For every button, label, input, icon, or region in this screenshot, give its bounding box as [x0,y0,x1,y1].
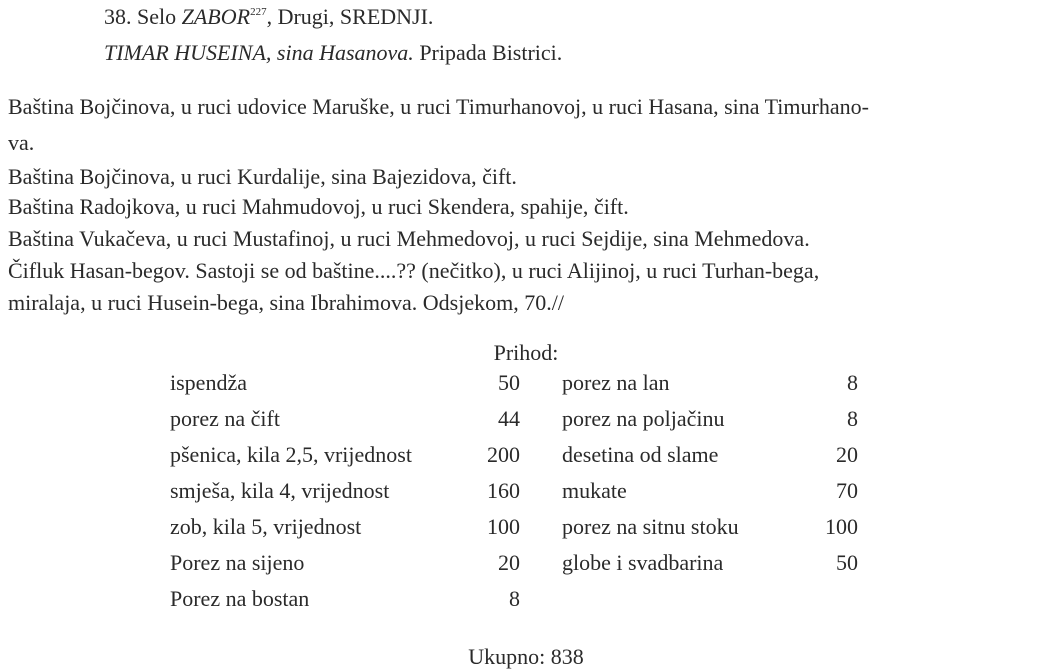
income-item-label: zob, kila 5, vrijednost [170,514,362,539]
income-item-label: globe i svadbarina [562,550,724,575]
timar-holder: TIMAR HUSEINA, sina Hasanova. [104,40,414,65]
income-item-label: desetina od slame [562,442,719,467]
paragraph-line: va. [8,130,35,155]
income-item-label: Porez na sijeno [170,550,305,575]
paragraph-line: miralaja, u ruci Husein-bega, sina Ibrahimova. Odsjekom, 70.// [8,290,564,315]
income-item-label: Porez na bostan [170,586,310,611]
income-item-value: 44 [498,406,520,431]
income-item-value: 20 [498,550,520,575]
income-item-value: 8 [847,370,858,395]
income-title: Prihod: [493,340,559,365]
income-total: Ukupno: 838 [468,644,584,669]
income-item-value: 100 [825,514,858,539]
income-item-value: 160 [487,478,520,503]
paragraph-line: Baština Bojčinova, u ruci udovice Maruške, u ruci Timurhanovoj, u ruci Hasana, sina Timurhano- [8,94,869,119]
paragraph-line: Baština Radojkova, u ruci Mahmudovoj, u ruci Skendera, spahije, čift. [8,194,629,219]
table-row [170,370,858,406]
paragraph-line: Čifluk Hasan-begov. Sastoji se od baštine....?? (nečitko), u ruci Alijinoj, u ruci Turhan-bega, [8,258,820,283]
income-item-label: porez na sitnu stoku [562,514,739,539]
timar-affiliation: Pripada Bistrici. [413,40,563,65]
income-item-label: porez na lan [562,370,670,395]
timar-heading [104,40,562,66]
income-item-value: 100 [487,514,520,539]
village-heading [104,4,433,30]
income-item-value: 200 [487,442,520,467]
village-category: , Drugi, SREDNJI. [266,4,434,29]
income-item-value: 70 [836,478,858,503]
income-item-label: mukate [562,478,627,503]
income-item-value [808,586,858,622]
table-row [170,442,858,478]
income-item-label: smješa, kila 4, vrijednost [170,478,390,503]
income-item-value: 20 [836,442,858,467]
income-item-label: pšenica, kila 2,5, vrijednost [170,442,412,467]
table-row [170,406,858,442]
entry-number: 38. Selo [104,4,182,29]
income-item-value: 8 [509,586,520,611]
table-row [170,478,858,514]
income-item-label: porez na poljačinu [562,406,725,431]
table-row [170,586,858,622]
village-name: ZABOR [181,4,251,29]
income-item-value: 50 [836,550,858,575]
table-row [170,514,858,550]
footnote-marker: 227 [250,6,267,18]
income-item-label: ispendža [170,370,247,395]
income-table [170,370,858,622]
table-row [170,550,858,586]
income-item-value: 50 [498,370,520,395]
paragraph-line: Baština Bojčinova, u ruci Kurdalije, sina Bajezidova, čift. [8,164,517,189]
paragraph-line: Baština Vukačeva, u ruci Mustafinoj, u ruci Mehmedovoj, u ruci Sejdije, sina Mehmedova. [8,226,810,251]
income-item-value: 8 [847,406,858,431]
income-item-label [526,586,808,622]
income-item-label: porez na čift [170,406,280,431]
